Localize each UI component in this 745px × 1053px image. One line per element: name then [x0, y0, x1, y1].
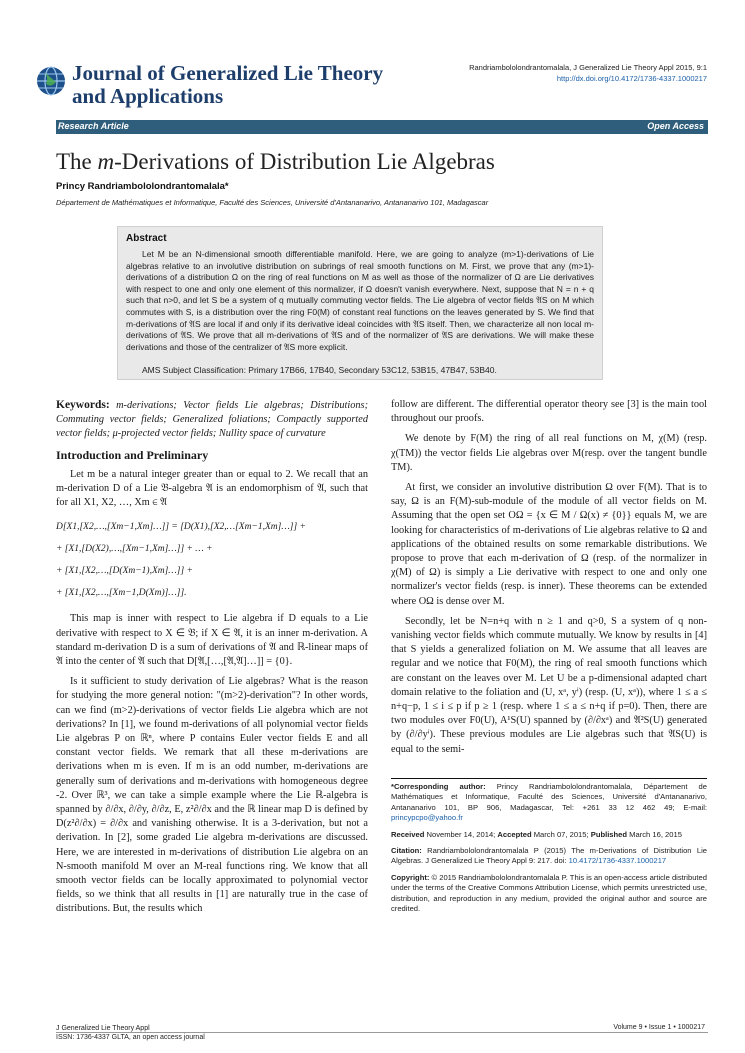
citation-doi-link[interactable]: 10.4172/1736-4337.1000217 — [568, 856, 667, 866]
abstract-text: Let M be an N-dimensional smooth differentiable manifold. Here, we are going to analyze (m>1)-derivations of Lie algebras relative to an involutive distribution on subrings of real smooth functions on M. First, we prove that any (m>1)-derivations of a distribution Ω on the ring of real functions on M as well as those of the normalizer of Ω are Lie derivatives with respect to one and only one element of this normalizer, if Ω doesn't vanish everywhere. Next, suppose that N = n + q such that n>0, and let S be a system of q mutually commuting vector fields. The Lie algebra of vector fields 𝔄S on M which commutes with S, is a distribution over the ring F0(M) of constant real functions on the leaves generated by S. We find that m-derivations of 𝔄S are local if and only if its derivative ideal coincides with 𝔄S itself. Then, we characterize all non local m-derivations of 𝔄S. We prove that all m-derivations of 𝔄S and of the normalizer of 𝔄S are derivations. We will make these derivations and those of the centralizer of 𝔄S more explicit. — [126, 249, 594, 352]
right-paragraph-1: follow are different. The differential operator theory see [3] is the main tool throughout our proofs. — [391, 399, 707, 425]
affiliation: Département de Mathématiques et Informatique, Faculté des Sciences, Université d'Antananarivo, Antananarivo 101, Madagascar — [56, 198, 489, 207]
equation-line-3: + [X1,[X2,…,[D(Xm−1),Xm]…]] + — [56, 566, 193, 577]
ams-classification: AMS Subject Classification: Primary 17B66, 17B40, Secondary 53C12, 53B15, 47B47, 53B40. — [142, 365, 497, 375]
research-article-label: Research Article — [58, 121, 129, 131]
intro-paragraph-3: Is it sufficient to study derivation of Lie algebras? What is the reason for studying the more general notion: "(m>2)-derivation"? In other words, can we find (m>2)-derivations of vector fields Lie algebra which are not derivations? In [1], we found m-derivations of all polynomial vector fields Lie algebras P on ℝⁿ, where P contains Euler vector fields E and all constant vector fields. We remark that all these m-derivations are derivations when m is even. If m is an odd number, m-derivations are generally sum of derivations and m-derivations with homogeneous degree -2. Over ℝ³, we can take a simple example where the Lie ℝ-algebra is spanned by ∂/∂x, ∂/∂y, ∂/∂z, E, z²∂/∂x and the ℝ linear map D is defined by D(z²∂/∂x) = ∂/∂x and vanishing otherwise. It is a 3-derivation, but not a derivation. In [2], some graded Lie algebra m-derivations are discussed. Here, we are interested in m-derivations of distribution Lie algebra on an N-smooth manifold M over an M-real functions ring. We know that all smooth vector fields can be locally approximated to polynomial vector fields, so we think that all results in [1] are naturally true in the case of distributions. But, the results which — [56, 676, 368, 915]
copyright-note: Copyright: © 2015 Randriambololondrantomalala P. This is an open-access article distributed under the terms of the Creative Commons Attribution License, which permits unrestricted use, distribution, and reproduction in any medium, provided the original author and source are credited. — [391, 872, 707, 914]
article-type-bar — [56, 120, 708, 134]
abstract-heading: Abstract — [126, 233, 167, 244]
right-paragraph-3: At first, we consider an involutive distribution Ω over F(M). That is to say, Ω is an F(M)-sub-module of the module of all vector fields on M. Assuming that the open set OΩ = {x ∈ M / Ω(x) ≠ {0}} equals M, we are looking for characteristics of m-derivations of Lie algebras relative to Ω and applications of the obtained results on some remarkable distributions. We propose to prove that each m-derivation of Ω (resp. of the normalizer in χ(M) of Ω) is simply a Lie derivative with respect to one and only one normalizer's vector fields (resp. is inner). These theorems can be extended where OΩ is dense over M. — [391, 482, 707, 607]
right-paragraph-4: Secondly, let be N=n+q with n ≥ 1 and q>0, S a system of q non-vanishing vector fields which commute mutually. We know by results in [4] that S yields a generalized foliation on M. We assume that all leaves are regular and we notice that F0(M), the ring of real smooth functions which are constant on the leaves over M. Let U be a p-dimensional adapted chart domain relative to the foliation and (U, xᵃ, yⁱ) (resp. (U, xᵃ)), where 1 ≤ a ≤ n+q−p, 1 ≤ i ≤ p if p ≥ 1 (resp. where 1 ≤ a ≤ n+q if p=0). Then, there are two modules over F0(U), A¹S(U) spanned by (∂/∂xᵃ) and 𝔄²S(U) generated by (∂/∂yⁱ). These previous modules are Lie algebras such that 𝔄S(U) is equal to the semi- — [391, 615, 707, 755]
journal-title: Journal of Generalized Lie Theory and Applications — [72, 61, 384, 108]
keywords — [56, 398, 368, 442]
citation-note: Citation: Randriambololondrantomalala P (2015) The m-Derivations of Distribution Lie Algebras. J Generalized Lie Theory Appl 9: 217. doi: 10.4172/1736-4337.1000217 — [391, 846, 707, 866]
dates-note: Received November 14, 2014; Accepted March 07, 2015; Published March 16, 2015 — [391, 829, 682, 839]
right-paragraph-2: We denote by F(M) the ring of all real functions on M, χ(M) (resp. χ(TM)) the vector fields Lie algebras over M(resp. over the tangent bundle TM). — [391, 433, 707, 473]
author-name: Princy Randriambololondrantomalala* — [56, 181, 229, 192]
intro-paragraph-1: Let m be a natural integer greater than or equal to 2. We recall that an m-derivation D of a Lie 𝔅-algebra 𝔄 is an endomorphism of 𝔄, such that for all X1, X2, …, Xm ∈ 𝔄 — [56, 468, 368, 509]
footer-volume: Volume 9 • Issue 1 • 1000217 — [613, 1024, 705, 1031]
right-column — [391, 398, 707, 763]
equation-line-2: + [X1,[D(X2),…,[Xm−1,Xm]…]] + … + — [56, 544, 213, 555]
equation-line-1: D[X1,[X2,…,[Xm−1,Xm]…]] = [D(X1),[X2,…[Xm−1,Xm]…]] + — [56, 522, 306, 533]
footer-journal: J Generalized Lie Theory Appl ISSN: 1736-4337 GLTA, an open access journal — [56, 1025, 205, 1041]
corresponding-author-note: *Corresponding author: Princy Randriambololondrantomalala, Département de Mathématiques et Informatique, Faculté des Sciences, Université d'Antananarivo, Antananarivo 101, BP 906, Madagascar, Tel: +261 33 12 462 49; E-mail: princypcpo@yahoo.fr — [391, 782, 707, 823]
section-heading-intro: Introduction and Preliminary — [56, 447, 209, 462]
citation-line: Randriambololondrantomalala, J Generalized Lie Theory Appl 2015, 9:1 — [469, 63, 707, 72]
left-column — [56, 398, 368, 923]
email-link[interactable]: princypcpo@yahoo.fr — [391, 813, 463, 823]
intro-paragraph-2: This map is inner with respect to Lie algebra if D equals to a Lie derivative with respect to X ∈ 𝔅; if X ∈ 𝔄, it is an inner m-derivation. A standard m-derivation D is a sum of derivations of 𝔄 and ℝ-linear maps of 𝔄 into the center of 𝔄 such that D[𝔄,[…,[𝔄,𝔄]…]] = {0}. — [56, 613, 368, 668]
equation-line-4: + [X1,[X2,…,[Xm−1,D(Xm)]…]]. — [56, 588, 187, 599]
keywords-text: m-derivations; Vector fields Lie algebras; Distributions; Commuting vector fields; Generalized foliations; Compactly supported vector fields; μ-projected vector fields; Nullity space of curvature — [56, 400, 368, 440]
citation-header — [469, 62, 707, 84]
keywords-label: Keywords: — [56, 399, 110, 411]
paper-title: The m-Derivations of Distribution Lie Algebras — [56, 149, 495, 174]
notes-divider — [391, 778, 707, 779]
globe-logo-icon — [36, 66, 66, 96]
equation — [56, 516, 368, 604]
doi-link[interactable]: http://dx.doi.org/10.4172/1736-4337.1000217 — [556, 74, 707, 83]
abstract-box — [117, 226, 603, 380]
open-access-label: Open Access — [647, 121, 704, 131]
article-notes — [391, 782, 707, 920]
